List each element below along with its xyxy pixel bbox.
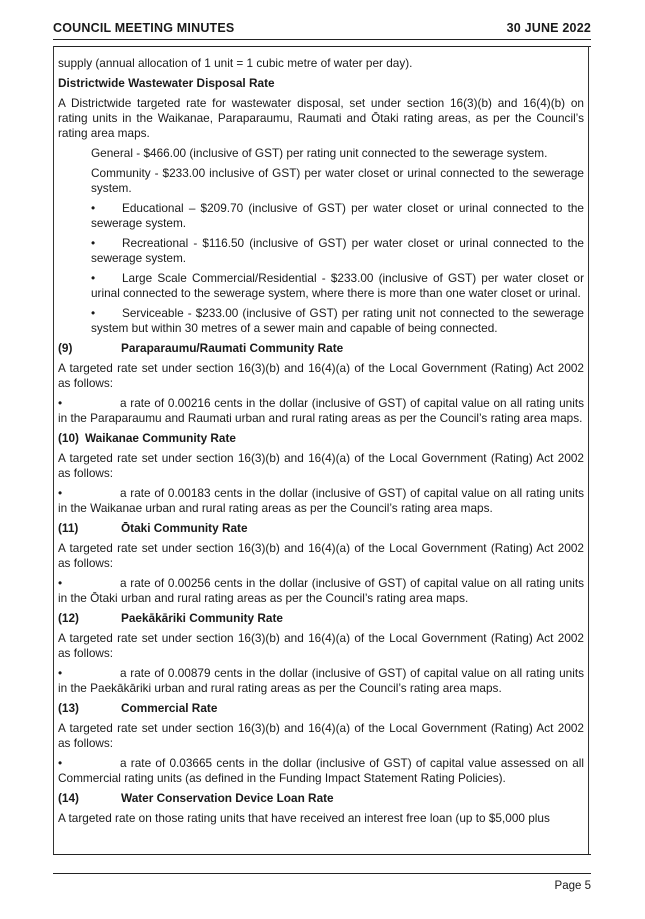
section-description: A targeted rate set under section 16(3)(b) and 16(4)(a) of the Local Government (Rating) Act 2002 as follows: <box>58 721 584 750</box>
wastewater-large-scale: • Large Scale Commercial/Residential - $233.00 (inclusive of GST) per water closet or urinal connected to the sewerage system, where there is more than one water closet or urinal. <box>91 271 584 300</box>
bullet-icon: • <box>58 486 63 500</box>
section-heading: (13) Commercial Rate <box>58 701 218 715</box>
section-rate-bullet: • a rate of 0.00216 cents in the dollar (inclusive of GST) of capital value on all rating units in the Paraparaumu and Raumati urban and rural rating areas as per the Council’s rating area maps. <box>58 396 584 425</box>
section-rate-bullet: • a rate of 0.00879 cents in the dollar (inclusive of GST) of capital value on all rating units in the Paekākāriki urban and rural rating areas as per the Council’s rating area maps. <box>58 666 584 695</box>
section-heading: (11) Ōtaki Community Rate <box>58 521 248 535</box>
footer-rule <box>53 873 591 874</box>
wastewater-educational: • Educational – $209.70 (inclusive of GST) per water closet or urinal connected to the sewerage system. <box>91 201 584 230</box>
wastewater-recreational: • Recreational - $116.50 (inclusive of GST) per water closet or urinal connected to the sewerage system. <box>91 236 584 265</box>
wastewater-general: General - $466.00 (inclusive of GST) per rating unit connected to the sewerage system. <box>91 146 548 160</box>
bullet-icon: • <box>58 576 63 590</box>
section-heading: (14) Water Conservation Device Loan Rate <box>58 791 334 805</box>
bullet-icon: • <box>58 756 63 770</box>
section-heading: (12) Paekākāriki Community Rate <box>58 611 283 625</box>
section-description: A targeted rate set under section 16(3)(b) and 16(4)(a) of the Local Government (Rating) Act 2002 as follows: <box>58 451 584 480</box>
bullet-icon: • <box>91 236 96 250</box>
section-heading: (9) Paraparaumu/Raumati Community Rate <box>58 341 344 355</box>
section-description: A targeted rate set under section 16(3)(b) and 16(4)(a) of the Local Government (Rating) Act 2002 as follows: <box>58 361 584 390</box>
wastewater-description: A Districtwide targeted rate for wastewater disposal, set under section 16(3)(b) and 16(4)(b) on rating units in the Waikanae, Paraparaumu, Raumati and Ōtaki rating areas, as per the Council’s rating area maps. <box>58 96 584 140</box>
section-description: A targeted rate set under section 16(3)(b) and 16(4)(a) of the Local Government (Rating) Act 2002 as follows: <box>58 631 584 660</box>
bullet-icon: • <box>91 306 96 320</box>
bullet-icon: • <box>58 666 63 680</box>
bullet-icon: • <box>91 201 96 215</box>
bullet-icon: • <box>91 271 96 285</box>
meeting-date: 30 JUNE 2022 <box>506 21 591 35</box>
page-number: Page 5 <box>554 880 591 892</box>
section-rate-bullet: • a rate of 0.00183 cents in the dollar (inclusive of GST) of capital value on all rating units in the Waikanae urban and rural rating areas as per the Council’s rating area maps. <box>58 486 584 515</box>
document-body <box>53 46 589 854</box>
section-rate-bullet: • a rate of 0.03665 cents in the dollar (inclusive of GST) of capital value assessed on all Commercial rating units (as defined in the Funding Impact Statement Rating Policies). <box>58 756 584 785</box>
section-rate-bullet: • a rate of 0.00256 cents in the dollar (inclusive of GST) of capital value on all rating units in the Ōtaki urban and rural rating areas as per the Council’s rating area maps. <box>58 576 584 605</box>
content-bottom-border <box>53 854 591 855</box>
wastewater-heading: Districtwide Wastewater Disposal Rate <box>58 76 275 90</box>
document-title: COUNCIL MEETING MINUTES <box>53 21 235 35</box>
section-description: A targeted rate set under section 16(3)(b) and 16(4)(a) of the Local Government (Rating) Act 2002 as follows: <box>58 541 584 570</box>
header-rule <box>53 39 591 40</box>
bullet-icon: • <box>58 396 63 410</box>
section-heading: (10) Waikanae Community Rate <box>58 431 236 445</box>
intro-text: supply (annual allocation of 1 unit = 1 cubic metre of water per day). <box>58 56 413 70</box>
section-description: A targeted rate on those rating units that have received an interest free loan (up to $5,000 plus <box>58 811 550 825</box>
wastewater-community: Community - $233.00 inclusive of GST) per water closet or urinal connected to the sewerage system. <box>91 166 584 195</box>
wastewater-serviceable: • Serviceable - $233.00 (inclusive of GST) per rating unit not connected to the sewerage system but within 30 metres of a sewer main and capable of being connected. <box>91 306 584 335</box>
page-header <box>53 21 591 37</box>
